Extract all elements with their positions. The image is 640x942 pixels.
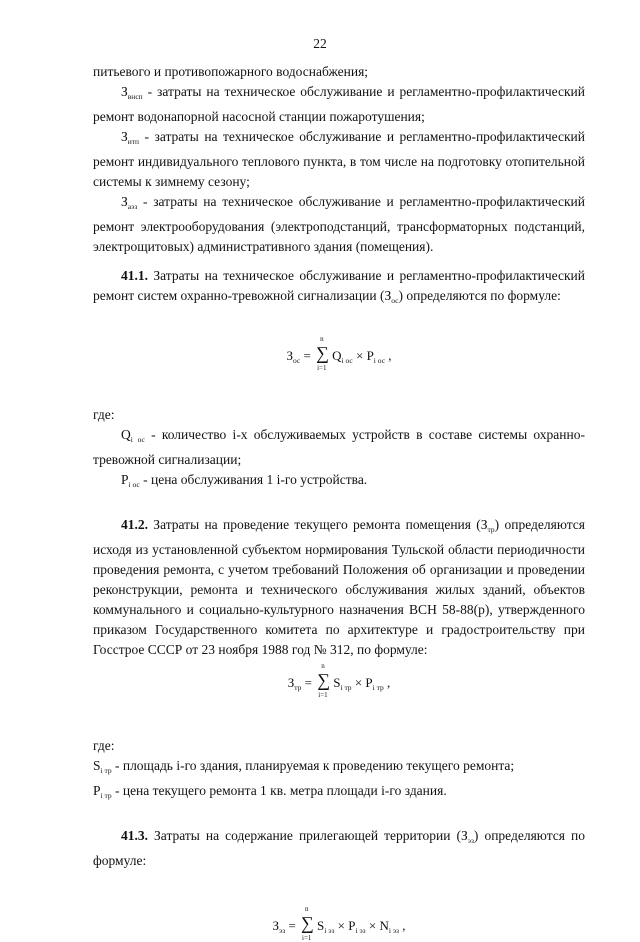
formula-41-2: $З_{тр}$ = n ∑ i=1 $S_{i тр} \times P_{i тр}$ , [287,662,391,699]
section-number: 41.3. [121,828,148,843]
definition-item: $З_{итп}$ - затраты на техническое обслуживание и регламентно-профилактический ремонт индивидуального теплового пункта, в том числе на подготовку отопительной системы к зимнему сезону; [93,129,585,189]
section-number: 41.1. [121,268,148,283]
sum-icon: n ∑ i=1 [316,335,329,372]
definition-item: $Q_{i ос}$ - количество i-х обслуживаемых устройств в составе системы охранно-тревожной сигнализации; [93,427,585,467]
definition-item: $P_{i тр}$ - цена текущего ремонта 1 кв. метра площади i-го здания. [93,783,447,800]
intro-line: питьевого и противопожарного водоснабжения; [93,64,369,79]
formula-41-1: $З_{ос}$ = n ∑ i=1 $Q_{i ос} \times P_{i ос}$ , [286,335,392,372]
document-body [93,62,585,941]
section-41-2: 41.2. Затраты на проведение текущего ремонта помещения $(З_{тр})$ определяются исходя из установленной субъектом нормирования Тульской области периодичности проведения ремонта, с учетом требований Положения об организации и проведении реконструкции, ремонта и технического обслуживания жилых зданий, объектов коммунального и социально-культурного назначения ВСН 58-88(р), утвержденного приказом Государственного комитета по архитектуре и градостроительству при Госстрое СССР от 23 ноября 1988 год № 312, по формуле: [93,517,585,657]
formula-41-3: $З_{эз}$ = n ∑ i=1 $S_{i эз} \times P_{i эз} \times N_{i эз}$ , [272,905,406,942]
section-number: 41.2. [121,517,148,532]
definition-item: $P_{i ос}$ - цена обслуживания 1 i-го устройства. [121,472,368,489]
page-number: 22 [313,36,327,51]
sum-icon: n ∑ i=1 [301,905,314,942]
definition-item: $З_{аэз}$ - затраты на техническое обслуживание и регламентно-профилактический ремонт электрооборудования (электроподстанций, трансформаторных подстанций, электрощитовых) административного здания (помещения). [93,194,585,254]
definition-item: $S_{i тр}$ - площадь i-го здания, планируемая к проведению текущего ремонта; [93,758,515,775]
where-label: где: [93,407,115,422]
section-41-3: 41.3. Затраты на содержание прилегающей территории $(З_{эз})$ определяются по формуле: [93,828,585,868]
section-41-1: 41.1. Затраты на техническое обслуживание и регламентно-профилактический ремонт систем охранно-тревожной сигнализации $(З_{ос})$ определяются по формуле: [93,268,585,305]
sum-icon: n ∑ i=1 [317,662,331,699]
definition-item: $З_{внсп}$ - затраты на техническое обслуживание и регламентно-профилактический ремонт водонапорной насосной станции пожаротушения; [93,84,585,124]
where-label: где: [93,738,115,753]
